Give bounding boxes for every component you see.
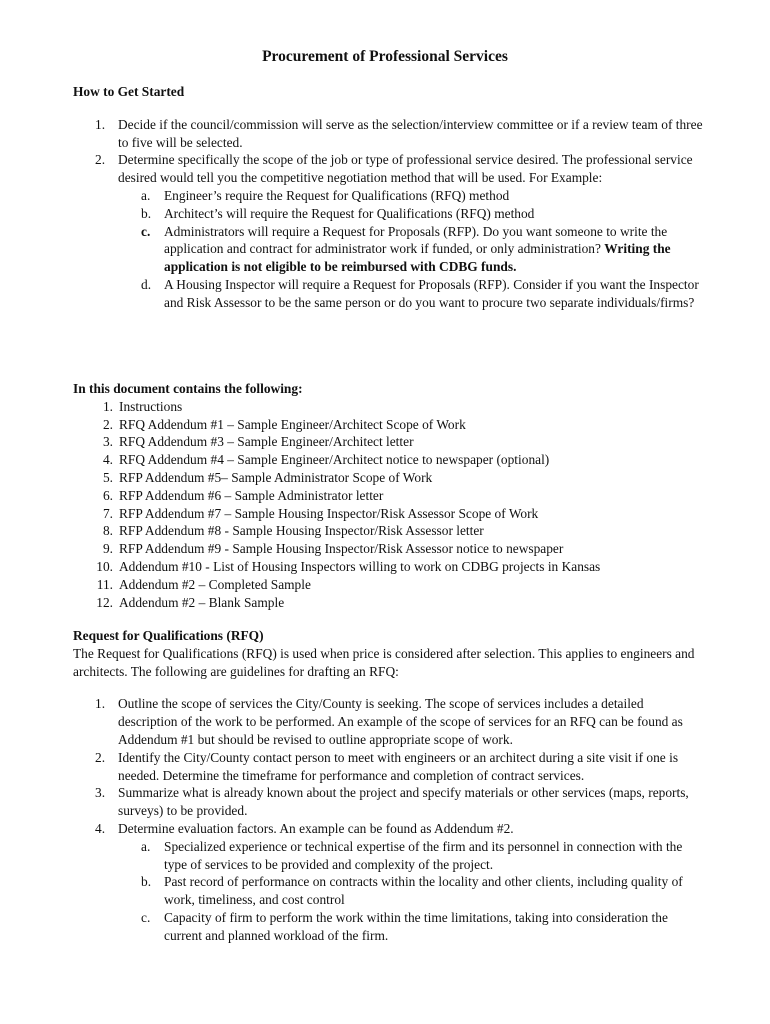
contents-item: [73, 398, 703, 416]
sub-list-item: [73, 187, 703, 205]
list-text: Decide if the council/commission will serve as the selection/interview committee or if a review team of three to five will be selected.: [118, 116, 703, 150]
contents-text: RFP Addendum #6 – Sample Administrator letter: [119, 487, 384, 503]
contents-number: 2.: [102, 416, 113, 432]
contents-number: 3.: [102, 434, 113, 450]
contents-text: RFQ Addendum #4 – Sample Engineer/Architect notice to newspaper (optional): [119, 452, 550, 468]
contents-item: [73, 433, 703, 451]
contents-text: Addendum #2 – Blank Sample: [119, 594, 285, 610]
list-number: 3.: [95, 785, 106, 801]
contents-text: Instructions: [119, 398, 183, 414]
contents-item: [73, 540, 703, 558]
rfq-intro: The Request for Qualifications (RFQ) is used when price is considered after selection. This applies to engineers and architects. The following are guidelines for drafting an RFQ:: [73, 645, 695, 679]
contents-item: [73, 558, 703, 576]
rfq-section: [73, 627, 703, 945]
contents-text: RFP Addendum #5– Sample Administrator Scope of Work: [119, 469, 433, 485]
list-item: [73, 116, 703, 152]
contents-number: 10.: [96, 558, 113, 574]
rfq-heading: Request for Qualifications (RFQ): [73, 628, 264, 643]
list-number: 1.: [95, 116, 106, 132]
sub-list-text: Architect’s will require the Request for Qualifications (RFQ) method: [164, 205, 535, 221]
contents-item: [73, 522, 703, 540]
sub-list-text: [164, 223, 703, 276]
sub-list-letter: a.: [141, 838, 151, 854]
contents-item: [73, 576, 703, 594]
sub-list-text: Past record of performance on contracts within the locality and other clients, including quality of work, timeliness, and cost control: [164, 874, 683, 908]
contents-item: [73, 594, 703, 612]
list-number: 1.: [95, 696, 106, 712]
contents-number: 8.: [102, 523, 113, 539]
list-text: Determine specifically the scope of the job or type of professional service desired. The professional service desired would tell you the competitive negotiation method that will be used. For Example:: [118, 152, 693, 186]
list-number: 4.: [95, 820, 106, 836]
contents-text: RFQ Addendum #3 – Sample Engineer/Architect letter: [119, 434, 414, 450]
sub-list-text-bold: Writing the application is not eligible to be reimbursed with CDBG funds.: [164, 241, 671, 275]
sub-list-letter: a.: [141, 187, 151, 203]
contents-item: [73, 416, 703, 434]
list-number: 2.: [95, 152, 106, 168]
sub-list-text: Specialized experience or technical expertise of the firm and its personnel in connection with the type of services to be provided and complexity of the project.: [164, 838, 683, 872]
contents-heading: In this document contains the following:: [73, 381, 303, 396]
contents-number: 1.: [102, 398, 113, 414]
contents-number: 6.: [102, 487, 113, 503]
sub-list-item: [73, 838, 703, 874]
sub-list-text: Capacity of firm to perform the work within the time limitations, taking into consideration the current and planned workload of the firm.: [164, 909, 668, 943]
contents-text: RFP Addendum #9 - Sample Housing Inspector/Risk Assessor notice to newspaper: [119, 541, 564, 557]
list-item: [73, 695, 703, 748]
get-started-heading: How to Get Started: [73, 84, 185, 99]
list-text: Determine evaluation factors. An example can be found as Addendum #2.: [118, 820, 514, 836]
list-item: [73, 749, 703, 785]
contents-list: [73, 398, 703, 612]
page-title: Procurement of Professional Services: [262, 48, 508, 65]
contents-item: [73, 487, 703, 505]
contents-text: Addendum #2 – Completed Sample: [119, 576, 311, 592]
sub-list-text-regular: Administrators will require a Request for Proposals (RFP). Do you want someone to write the application and contract for administrator work if funded, or only administration?: [164, 223, 668, 257]
sub-list-letter: b.: [141, 874, 152, 890]
list-text: Outline the scope of services the City/County is seeking. The scope of services includes a detailed description of the work to be performed. An example of the scope of services for an RFQ can be found as Addendum #1 but should be revised to outline appropriate scope of work.: [118, 696, 683, 747]
sub-list-item: [73, 223, 703, 276]
list-item: [73, 784, 703, 820]
contents-text: RFQ Addendum #1 – Sample Engineer/Architect Scope of Work: [119, 416, 466, 432]
sub-list-item: [73, 205, 703, 223]
contents-item: [73, 469, 703, 487]
list-text: Identify the City/County contact person to meet with engineers or an architect during a site visit if one is needed. Determine the timeframe for performance and completion of contract services.: [118, 749, 679, 783]
contents-number: 7.: [102, 505, 113, 521]
sub-list-text: Engineer’s require the Request for Qualifications (RFQ) method: [164, 187, 510, 203]
sub-list-letter: c.: [141, 223, 151, 239]
sub-list-letter: c.: [141, 909, 151, 925]
list-number: 2.: [95, 749, 106, 765]
contents-number: 5.: [102, 469, 113, 485]
contents-number: 11.: [96, 576, 113, 592]
contents-text: RFP Addendum #7 – Sample Housing Inspector/Risk Assessor Scope of Work: [119, 505, 539, 521]
list-item: [73, 151, 703, 187]
contents-number: 12.: [96, 594, 113, 610]
sub-list-letter: d.: [141, 276, 152, 292]
list-text: Summarize what is already known about the project and specify materials or other services (maps, reports, surveys) to be provided.: [118, 785, 689, 819]
contents-number: 4.: [102, 452, 113, 468]
sub-list-letter: b.: [141, 205, 152, 221]
contents-item: [73, 451, 703, 469]
sub-list-text: A Housing Inspector will require a Request for Proposals (RFP). Consider if you want the Inspector and Risk Assessor to be the same person or do you want to procure two separate individuals/firms?: [164, 276, 699, 310]
contents-number: 9.: [102, 541, 113, 557]
sub-list-item: [73, 873, 703, 909]
contents-text: RFP Addendum #8 - Sample Housing Inspector/Risk Assessor letter: [119, 523, 484, 539]
contents-section: [73, 380, 703, 611]
list-item: [73, 820, 703, 838]
get-started-section: [73, 83, 703, 312]
contents-text: Addendum #10 - List of Housing Inspectors willing to work on CDBG projects in Kansas: [119, 558, 601, 574]
sub-list-item: [73, 909, 703, 945]
contents-item: [73, 505, 703, 523]
sub-list-item: [73, 276, 703, 312]
